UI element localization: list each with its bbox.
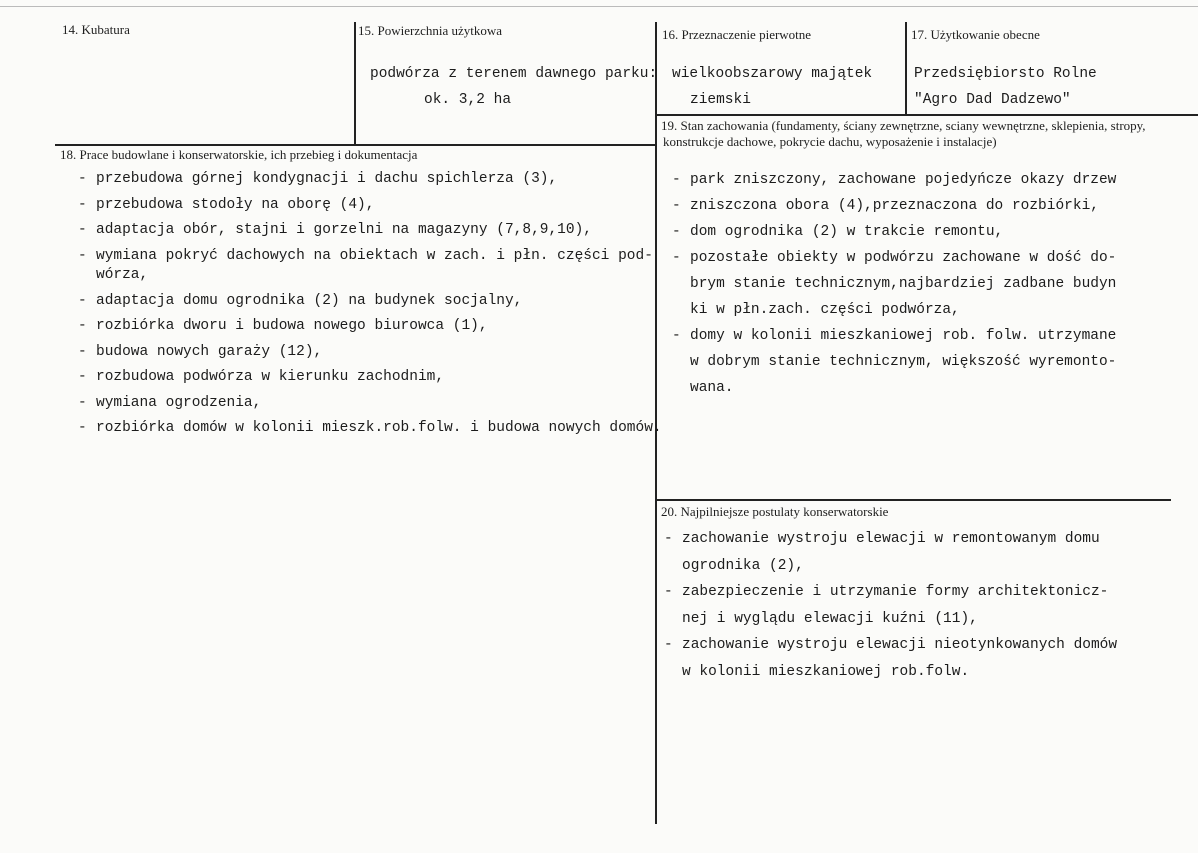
- list-item: - przebudowa stodoły na oborę (4),: [78, 193, 662, 219]
- divider-v-14-15: [354, 22, 356, 145]
- list-item: - adaptacja domu ogrodnika (2) na budynek socjalny,: [78, 289, 662, 315]
- section-20-header: 20. Najpilniejsze postulaty konserwatorskie: [661, 504, 889, 519]
- list-item: - zachowanie wystroju elewacji nieotynkowanych domów w kolonii mieszkaniowej rob.folw.: [664, 632, 1117, 685]
- section-19-list: [672, 167, 1116, 401]
- list-item: - domy w kolonii mieszkaniowej rob. folw. utrzymane w dobrym stanie technicznym, większość wyremonto- wana.: [672, 323, 1116, 401]
- section-16-line-1: wielkoobszarowy majątek: [672, 66, 873, 82]
- divider-h-right-top: [655, 114, 1198, 116]
- list-item: - wymiana pokryć dachowych na obiektach w zach. i płn. części pod- wórza,: [78, 244, 662, 289]
- section-16-line-2: ziemski: [690, 92, 751, 108]
- list-item: - rozbudowa podwórza w kierunku zachodnim,: [78, 365, 662, 391]
- list-item: - budowa nowych garaży (12),: [78, 340, 662, 366]
- list-item: - pozostałe obiekty w podwórzu zachowane w dość do- brym stanie technicznym,najbardziej zadbane budyn ki w płn.zach. części podwórza,: [672, 245, 1116, 323]
- section-18-list: [78, 167, 662, 442]
- list-item: - rozbiórka dworu i budowa nowego biurowca (1),: [78, 314, 662, 340]
- section-15-line-1: podwórza z terenem dawnego parku:: [370, 66, 658, 82]
- section-16-header: 16. Przeznaczenie pierwotne: [662, 27, 812, 42]
- section-15-header: 15. Powierzchnia użytkowa: [358, 23, 503, 38]
- list-item: - wymiana ogrodzenia,: [78, 391, 662, 417]
- list-item: - park zniszczony, zachowane pojedyńcze okazy drzew: [672, 167, 1116, 193]
- list-item: - dom ogrodnika (2) w trakcie remontu,: [672, 219, 1116, 245]
- section-20-list: [664, 526, 1117, 685]
- divider-h-left: [55, 144, 656, 146]
- list-item: - zachowanie wystroju elewacji w remontowanym domu ogrodnika (2),: [664, 526, 1117, 579]
- list-item: - zniszczona obora (4),przeznaczona do rozbiórki,: [672, 193, 1116, 219]
- top-rule: [0, 6, 1198, 7]
- list-item: - rozbiórka domów w kolonii mieszk.rob.folw. i budowa nowych domów.: [78, 416, 662, 442]
- section-17-header: 17. Użytkowanie obecne: [911, 27, 1040, 42]
- section-14-header: 14. Kubatura: [62, 22, 130, 37]
- section-15-line-2: ok. 3,2 ha: [424, 92, 512, 108]
- divider-v-16-17: [905, 22, 907, 114]
- list-item: - przebudowa górnej kondygnacji i dachu spichlerza (3),: [78, 167, 662, 193]
- section-19-header: 19. Stan zachowania (fundamenty, ściany zewnętrzne, sciany wewnętrzne, sklepienia, stropy, konstrukcje dachowe, pokrycie dachu, wyposażenie i instalacje): [661, 118, 1146, 149]
- section-17-line-2: "Agro Dad Dadzewo": [914, 92, 1071, 108]
- section-17-line-1: Przedsiębiorsto Rolne: [914, 66, 1097, 82]
- list-item: - zabezpieczenie i utrzymanie formy architektonicz- nej i wyglądu elewacji kuźni (11),: [664, 579, 1117, 632]
- divider-h-right-mid: [655, 499, 1171, 501]
- section-18-header: 18. Prace budowlane i konserwatorskie, ich przebieg i dokumentacja: [60, 147, 418, 162]
- list-item: - adaptacja obór, stajni i gorzelni na magazyny (7,8,9,10),: [78, 218, 662, 244]
